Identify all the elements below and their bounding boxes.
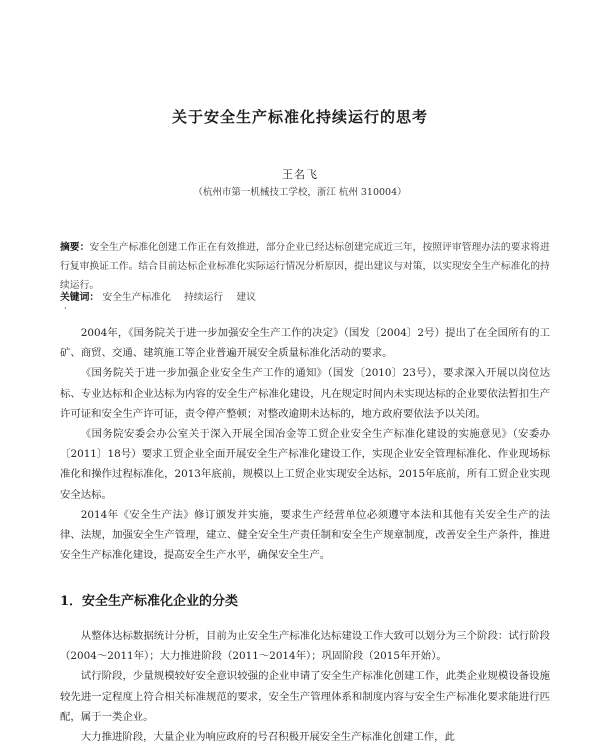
abstract <box>60 238 550 295</box>
author-name: 王名飞 <box>282 168 318 181</box>
section1-body <box>60 626 550 747</box>
keywords <box>60 288 550 307</box>
paragraph: 《国务院关于进一步加强企业安全生产工作的通知》（国发〔2010〕23号），要求深入开展以岗位达标、专业达标和企业达标为内容的安全生产标准化建设，凡在规定时间内未实现达标的企业要依法暂扣生产许可证和安全生产许可证，责令停产整顿；对整改逾期未达标的，地方政府要依法予以关闭。 <box>60 367 550 420</box>
keyword: 持续运行 <box>184 292 224 303</box>
paragraph: 《国务院安委会办公室关于深入开展全国冶金等工贸企业安全生产标准化建设的实施意见》（安委办〔2011〕18号）要求工贸企业全面开展安全生产标准化建设工作，实现企业安全管理标准化、作业现场标准化和操作过程标准化，2013年底前，规模以上工贸企业实现安全达标，2015年底前，所有工贸企业实现安全达标。 <box>60 428 550 501</box>
abstract-text: 安全生产标准化创建工作正在有效推进，部分企业已经达标创建完成近三年，按照评审管理办法的要求将进行复审换证工作。结合目前达标企业标准化实际运行情况分析原因，提出建议与对策，以实现安全生产标准化的持续运行。 <box>60 242 550 291</box>
paragraph: 试行阶段，少量规模较好安全意识较强的企业申请了安全生产标准化创建工作，此类企业规模设备设施较先进一定程度上符合相关标准规范的要求，安全生产管理体系和制度内容与安全生产标准化要求能进行匹配，属于一类企业。 <box>60 670 550 723</box>
paragraph: 大力推进阶段，大量企业为响应政府的号召积极开展安全生产标准化创建工作，此 <box>80 731 455 744</box>
keyword: 建议 <box>236 292 256 303</box>
keywords-label: 关键词： <box>60 292 100 303</box>
keyword: 安全生产标准化 <box>102 292 171 303</box>
abstract-label: 摘要： <box>60 242 90 253</box>
intro-body <box>60 323 550 565</box>
paragraph: 2014年《安全生产法》修订颁发并实施，要求生产经营单位必须遵守本法和其他有关安全生产的法律、法规，加强安全生产管理，建立、健全安全生产责任制和安全生产规章制度，改善安全生产条件，推进安全生产标准化建设，提高安全生产水平，确保安全生产。 <box>60 508 550 562</box>
paper-title: 关于安全生产标准化持续运行的思考 <box>171 108 428 126</box>
author-affiliation: （杭州市第一机械技工学校，浙江 杭州 310004） <box>193 187 407 198</box>
stray-marker: · <box>64 304 67 314</box>
paragraph: 从整体达标数据统计分析，目前为止安全生产标准化达标建设工作大致可以划分为三个阶段：试行阶段（2004～2011年）；大力推进阶段（2011～2014年）；巩固阶段（2015年开始）。 <box>60 630 550 663</box>
section-heading: 1．安全生产标准化企业的分类 <box>60 594 239 609</box>
paragraph: 2004年，《国务院关于进一步加强安全生产工作的决定》（国发〔2004〕2号）提出了在全国所有的工矿、商贸、交通、建筑施工等企业普遍开展安全质量标准化活动的要求。 <box>60 327 550 360</box>
